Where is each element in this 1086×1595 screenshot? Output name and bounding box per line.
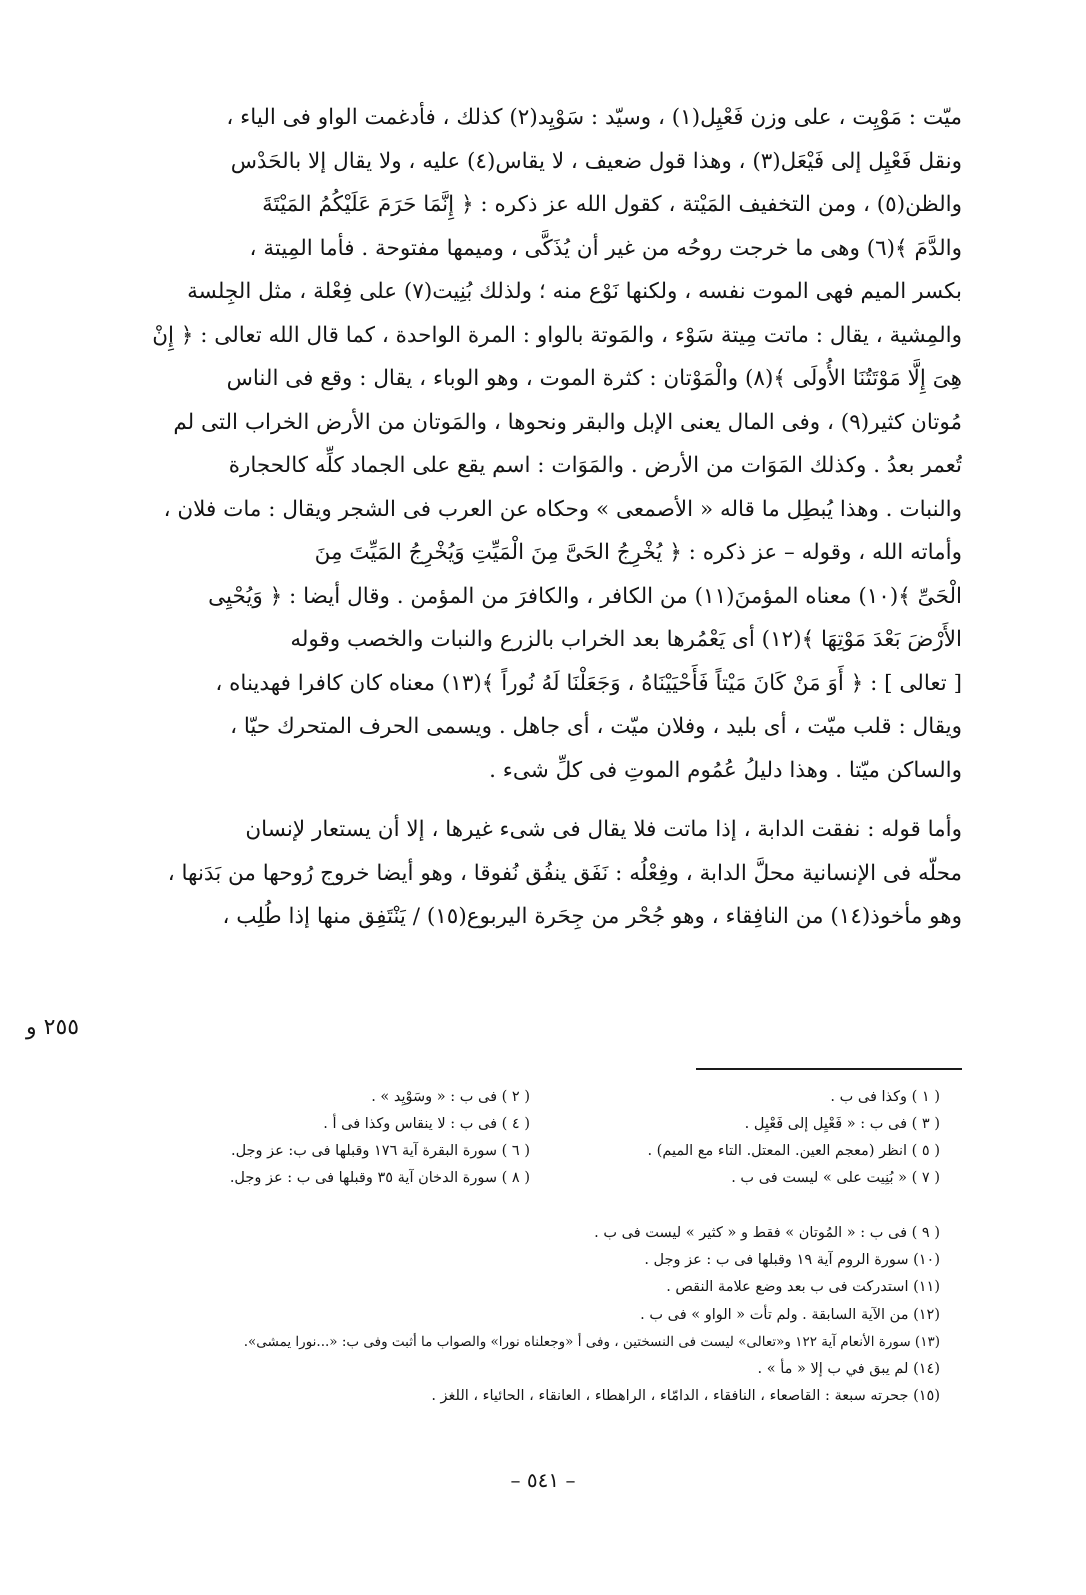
footnote: ( ٨ ) سورة الدخان آية ٣٥ وقبلها فى ب : عز وجل. bbox=[229, 1170, 530, 1186]
page-number: – ٥٤١ – bbox=[510, 1468, 576, 1492]
footnote: ( ٧ ) « بُنِيت على » ليست فى ب . bbox=[731, 1170, 940, 1186]
footnote: ( ٢ ) فى ب : « وسَوْيِد » . bbox=[371, 1089, 530, 1105]
footnote: (١٠) سورة الروم آية ١٩ وقبلها فى ب : عز وجل . bbox=[644, 1252, 940, 1269]
text-line: تُعمر بعدُ . وكذلك المَوَات من الأرض . والمَوَات : اسم يقع على الجماد كلِّه كالحجارة bbox=[228, 453, 962, 478]
text-line: والساكن ميّتا . وهذا دليلُ عُمُوم الموتِ فى كلِّ شىء . bbox=[489, 757, 962, 783]
footnote: (١٢) من الآية السابقة . ولم تأت « الواو » فى ب . bbox=[640, 1306, 940, 1323]
footnote-row bbox=[130, 1111, 940, 1138]
text-line: والظن(٥) ، ومن التخفيف المَيْتة ، كقول الله عز ذكره : ﴿ إِنَّمَا حَرَمَ عَلَيْكُمُ المَيْتَةَ bbox=[262, 192, 962, 217]
text-line: وأما قوله : نفقت الدابة ، إذا ماتت فلا يقال فى شىء غيرها ، إلا أن يستعار لإنسان bbox=[245, 817, 962, 842]
text-line: والمِشية ، يقال : ماتت مِيتة سَوْء ، والمَوتة بالواو : المرة الواحدة ، كما قال الله تعالى : ﴿ إِنْ bbox=[152, 322, 962, 348]
footnote: (١٥) جحرته سبعة : القاصعاء ، النافقاء ، الدامّاء ، الراهطاء ، العانقاء ، الحائياء ، اللغز . bbox=[431, 1388, 940, 1405]
footnote-separator bbox=[696, 1068, 962, 1070]
manuscript-folio-marker: ٢٥٥ و bbox=[26, 1015, 80, 1040]
text-line: ونقل فَعْيِل إلى فَيْعَل(٣) ، وهذا قول ضعيف ، لا يقاس(٤) عليه ، ولا يقال إلا بالحَدْس bbox=[230, 148, 962, 174]
footnote: ( ٩ ) فى ب : « المُوتان » فقط و « كثير » ليست فى ب . bbox=[594, 1225, 940, 1241]
footnote: (١١) استدركت فى ب بعد وضع علامة النقص . bbox=[666, 1279, 940, 1296]
text-line: مُوتان كثير(٩) ، وفى المال يعنى الإبل والبقر ونحوها ، والمَوتان من الأرض الخراب التى لم bbox=[173, 409, 962, 435]
text-line: وأماته الله ، وقوله – عز ذكره : ﴿ يُخْرِجُ الحَىَّ مِنَ الْمَيِّتِ وَيُخْرِجُ المَيِّتَ مِنَ bbox=[314, 540, 962, 565]
text-line: ويقال : قلب ميّت ، أى بليد ، وفلان ميّت ، أى جاهل . ويسمى الحرف المتحرك حيّا ، bbox=[230, 714, 962, 739]
text-line: الأَرْضَ بَعْدَ مَوْتِهَا ﴾(١٢) أى يَعْمُرها بعد الخراب بالزرع والنبات والخصب وقوله bbox=[290, 627, 962, 652]
footnotes-paired bbox=[130, 1084, 940, 1192]
footnotes-list bbox=[130, 1220, 940, 1410]
text-line: ميّت : مَوْيِت ، على وزن فَعْيِل(١) ، وسيّد : سَوْيِد(٢) كذلك ، فأدغمت الواو فى الياء ، bbox=[226, 105, 962, 130]
footnote: ( ٣ ) فى ب : « فَعْيِل إلى فَعْيِل . bbox=[744, 1116, 940, 1132]
footnote: ( ٤ ) فى ب : لا ينقاس وكذا فى أ . bbox=[323, 1116, 530, 1132]
footnote: ( ٥ ) انظر (معجم العين. المعتل. التاء مع الميم) . bbox=[647, 1143, 940, 1159]
text-line: والدَّمَ ﴾(٦) وهى ما خرجت روحُه من غير أن يُذَكَّى ، وميمها مفتوحة . فأما المِيتة ، bbox=[249, 235, 962, 261]
footnote: (١٤) لم يبق في ب إلا « مأ » . bbox=[757, 1360, 940, 1377]
footnote: ( ١ ) وكذا فى ب . bbox=[830, 1089, 940, 1105]
text-line: وهو مأخوذ(١٤) من النافِقاء ، وهو جُحْر من جِحَرة اليربوع(١٥) / يَنْتَفِق منها إذا طُلِب ، bbox=[222, 904, 962, 929]
footnote: (١٣) سورة الأنعام آية ١٢٢ و«تعالى» ليست فى النسختين ، وفى أ «وجعلناه نورا» والصواب ما أثبت وفى ب: «...نورا يمشى». bbox=[243, 1333, 940, 1350]
text-line: محلّه فى الإنسانية محلَّ الدابة ، وفِعْلُه : نَفَق ينفُق نُفوقا ، وهو أيضا خروج رُوحها من بَدَنها ، bbox=[167, 860, 962, 886]
text-line: الْحَىِّ ﴾(١٠) معناه المؤمنَ(١١) من الكافر ، والكافرَ من المؤمن . وقال أيضا : ﴿ وَيُحْيِى bbox=[208, 583, 962, 609]
text-line: [ تعالى ] : ﴿ أَوَ مَنْ كَانَ مَيْتاً فَأَحْيَيْنَاهُ ، وَجَعَلْنَا لَهُ نُوراً ﴾(١٣) معناه كان كافرا فهديناه ، bbox=[215, 670, 962, 696]
text-line: والنبات . وهذا يُبطِل ما قاله « الأصمعى » وحكاه عن العرب فى الشجر ويقال : مات فلان ، bbox=[163, 496, 962, 522]
main-text bbox=[130, 96, 962, 939]
footnote-row bbox=[130, 1165, 940, 1192]
text-line: بكسر الميم فهى الموت نفسه ، ولكنها نَوْع منه ؛ ولذلك بُنِيت(٧) على فِعْلة ، مثل الجِلسة bbox=[187, 279, 962, 304]
text-line: هِىَ إِلَّا مَوْتَتُنَا الأُولَى ﴾(٨) والْمَوْتان : كثرة الموت ، وهو الوباء ، يقال : وقع فى الناس bbox=[226, 366, 962, 391]
footnote-row bbox=[130, 1084, 940, 1111]
footnote: ( ٦ ) سورة البقرة آية ١٧٦ وقبلها فى ب: عز وجل. bbox=[230, 1143, 530, 1159]
footnote-row bbox=[130, 1138, 940, 1165]
